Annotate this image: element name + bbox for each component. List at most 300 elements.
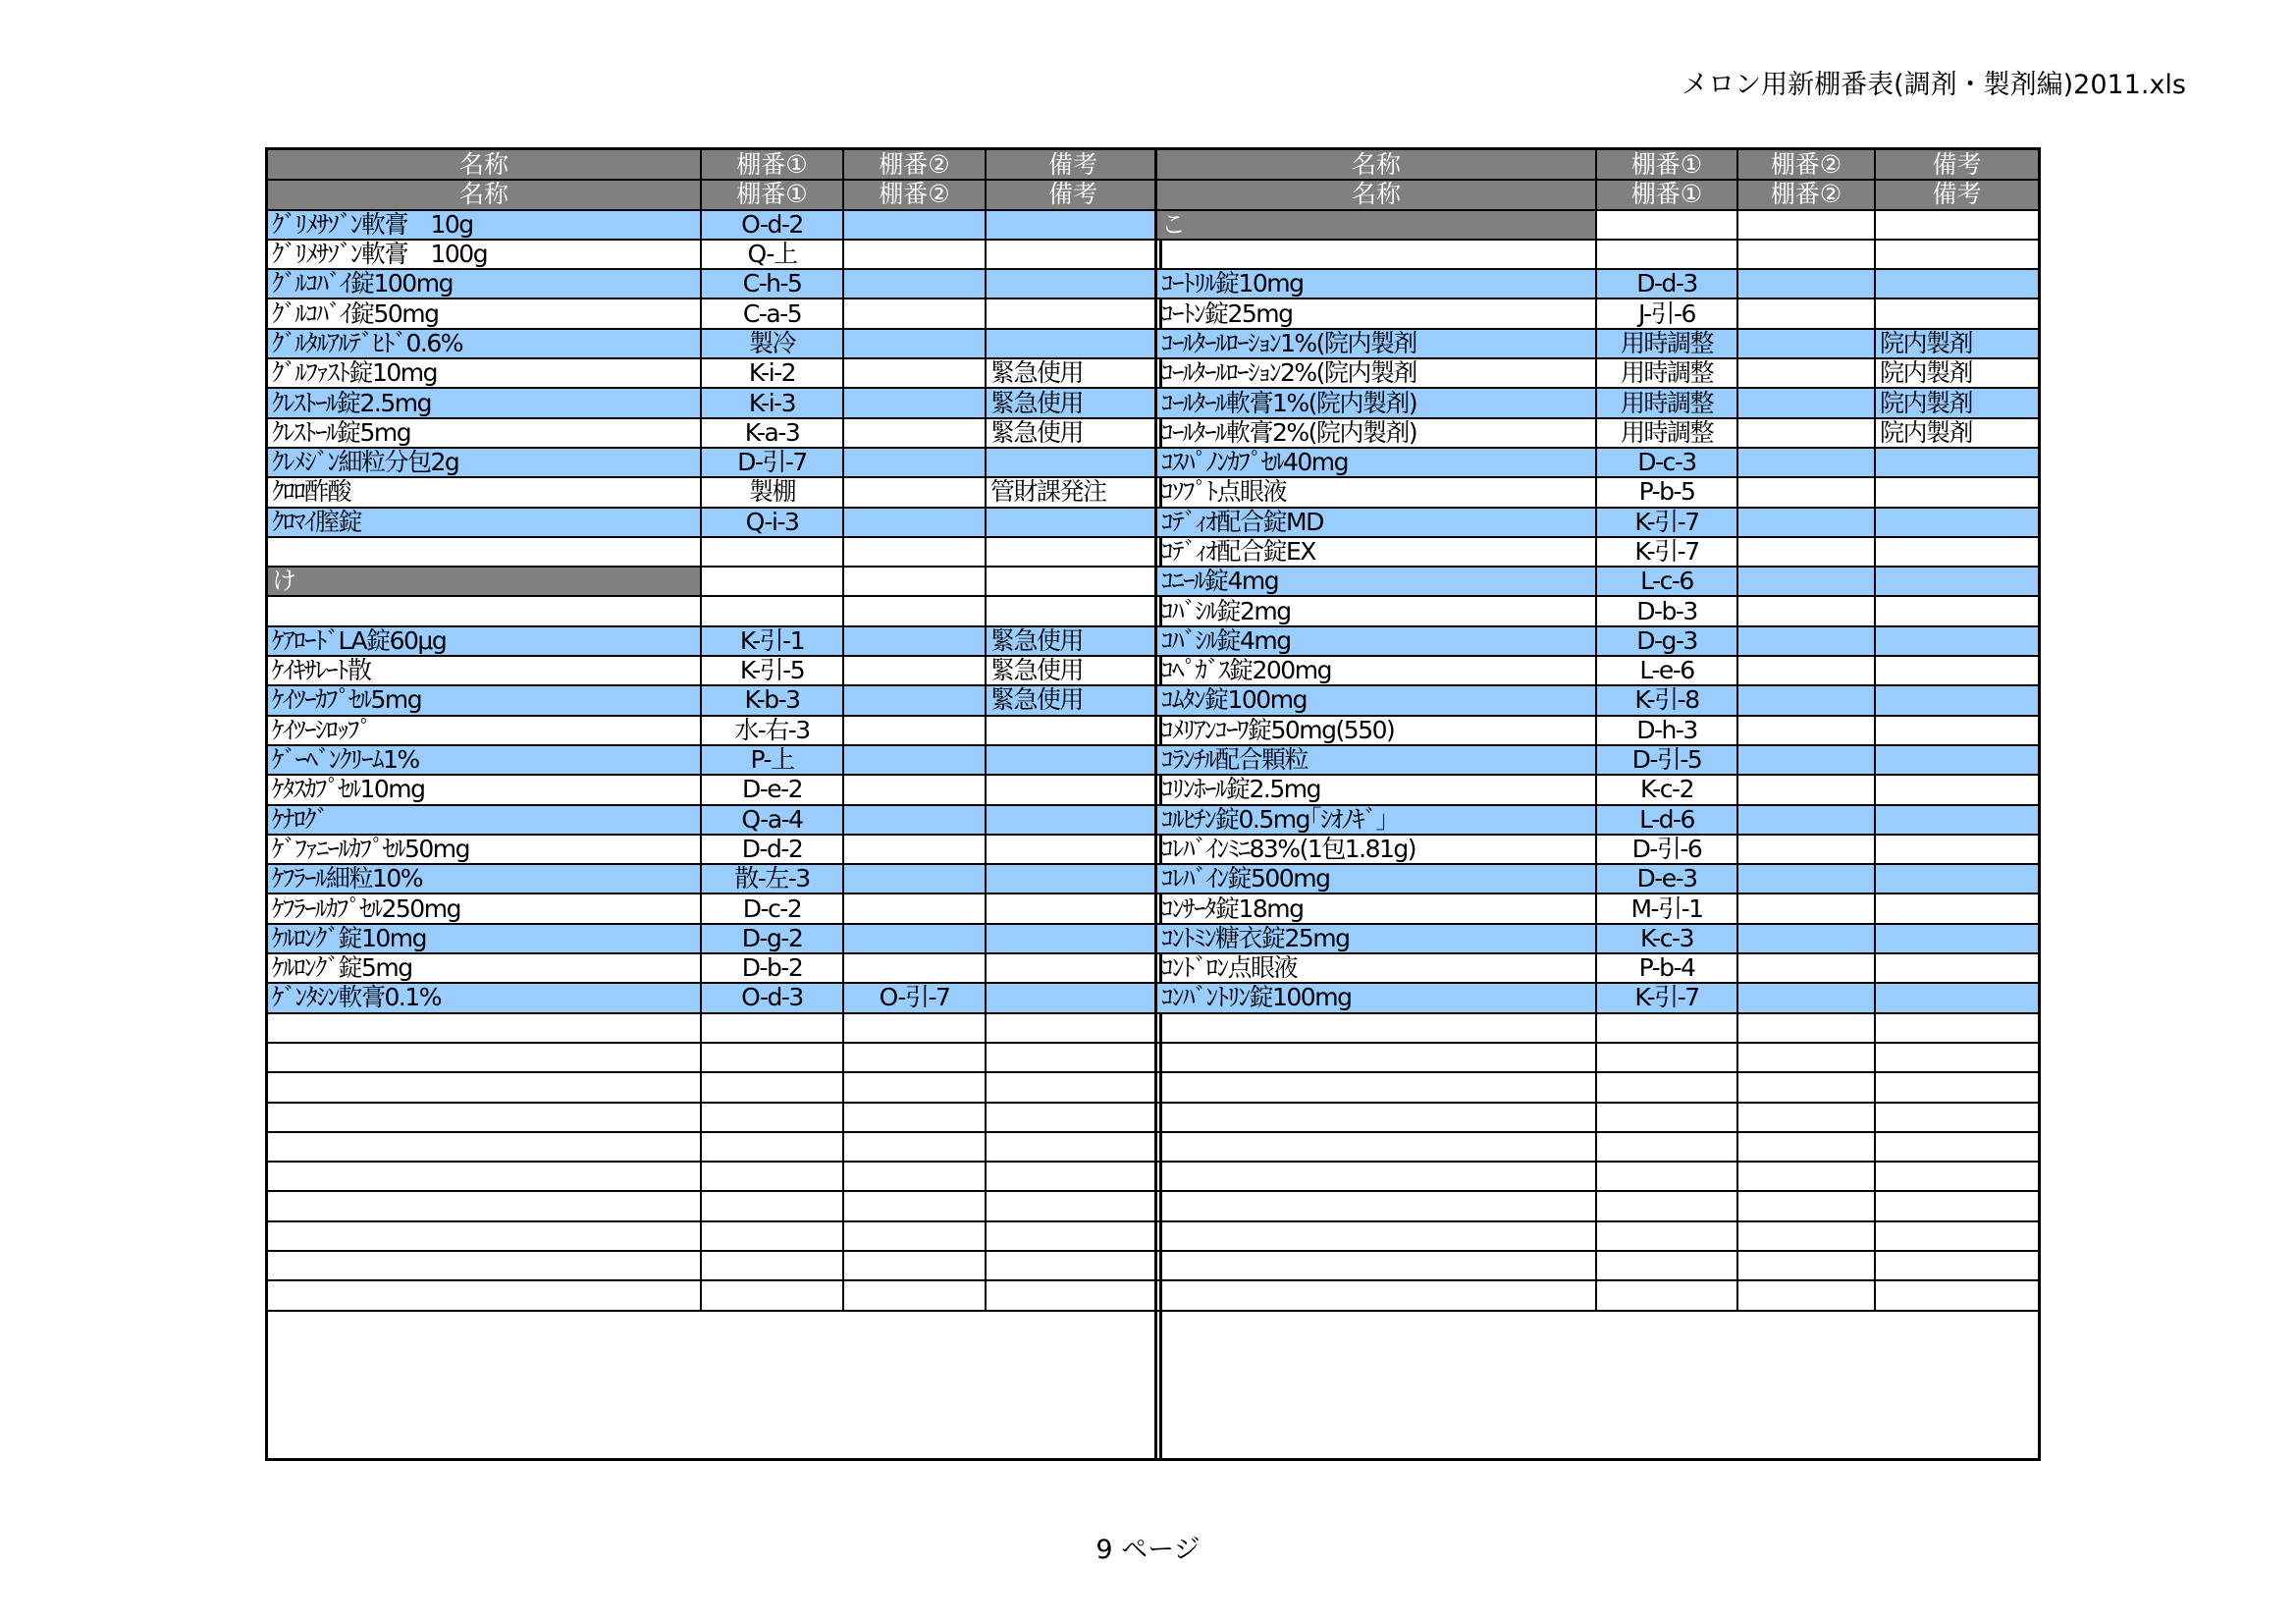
empty-cell (1596, 1251, 1737, 1280)
name-cell: ｹﾅﾛｸﾞ (268, 805, 701, 835)
empty-row (1157, 1191, 2038, 1220)
empty-cell (1596, 1103, 1737, 1132)
shelf2-cell (1737, 269, 1875, 298)
empty-cell (1596, 1013, 1737, 1043)
empty-cell (1875, 1251, 2038, 1280)
empty-cell (701, 1103, 843, 1132)
empty-cell (1737, 1072, 1875, 1102)
empty-cell (1737, 1043, 1875, 1072)
empty-row (268, 1103, 1159, 1132)
shelf1-cell: 用時調整 (1596, 418, 1737, 448)
shelf1-cell: O-d-2 (701, 210, 843, 240)
name-cell: ｺﾚﾊﾞｲﾝ錠500mg (1157, 864, 1596, 893)
table-row (268, 210, 1159, 240)
note-cell (1875, 685, 2038, 715)
note-cell (1875, 835, 2038, 864)
shelf2-cell (843, 656, 986, 685)
shelf1-cell: Q-上 (701, 240, 843, 269)
empty-cell (1596, 1162, 1737, 1191)
table-row (1157, 835, 2038, 864)
empty-cell (1875, 1132, 2038, 1162)
name-cell: ｸﾛﾛ酢酸 (268, 477, 701, 507)
note-cell (1875, 656, 2038, 685)
name-cell: ｺﾆｰﾙ錠4mg (1157, 567, 1596, 596)
note-cell (1875, 596, 2038, 625)
shelf1-cell (1596, 240, 1737, 269)
table-row (1157, 953, 2038, 983)
empty-cell (843, 1132, 986, 1162)
name-cell: ｺﾊﾞｼﾙ錠2mg (1157, 596, 1596, 625)
note-cell (986, 745, 1159, 775)
empty-cell (1737, 1013, 1875, 1043)
empty-cell (1737, 1162, 1875, 1191)
empty-row (1157, 1280, 2038, 1310)
table-row (268, 329, 1159, 358)
name-cell: ｺｿﾌﾟﾄ点眼液 (1157, 477, 1596, 507)
note-cell (1875, 626, 2038, 656)
empty-cell (1596, 1280, 1737, 1310)
shelf1-cell: K-i-2 (701, 358, 843, 388)
table-row (268, 656, 1159, 685)
empty-cell (701, 1132, 843, 1162)
shelf2-cell (1737, 893, 1875, 923)
name-cell: ｺｰﾙﾀｰﾙ軟膏2%(院内製剤) (1157, 418, 1596, 448)
shelf1-cell: C-a-5 (701, 298, 843, 328)
name-cell: ｺｰﾄﾘﾙ錠10mg (1157, 269, 1596, 298)
empty-row (1157, 1162, 2038, 1191)
name-cell: ｺﾝｻｰﾀ錠18mg (1157, 893, 1596, 923)
table-row (1157, 924, 2038, 953)
shelf2-cell (1737, 685, 1875, 715)
empty-cell (986, 1280, 1159, 1310)
table-row (268, 835, 1159, 864)
name-cell: ｺﾃﾞｨｵ配合錠MD (1157, 508, 1596, 537)
empty-cell (701, 1013, 843, 1043)
shelf1-cell: K-b-3 (701, 685, 843, 715)
table-row (1157, 537, 2038, 567)
shelf2-cell (843, 477, 986, 507)
shelf1-cell: 散-左-3 (701, 864, 843, 893)
empty-row (1157, 1013, 2038, 1043)
table-row (268, 240, 1159, 269)
empty-cell (843, 1103, 986, 1132)
shelf2-cell (843, 448, 986, 477)
shelf2-cell (843, 864, 986, 893)
shelf2-cell (843, 745, 986, 775)
note-cell (986, 298, 1159, 328)
shelf1-cell: M-引-1 (1596, 893, 1737, 923)
empty-cell (1596, 1221, 1737, 1251)
empty-cell (1737, 1191, 1875, 1220)
note-cell: 緊急使用 (986, 358, 1159, 388)
note-cell (1875, 745, 2038, 775)
shelf1-cell: D-g-2 (701, 924, 843, 953)
shelf2-cell (1737, 626, 1875, 656)
empty-cell (843, 1221, 986, 1251)
table-row (268, 685, 1159, 715)
name-cell: ｹｲｷｻﾚｰﾄ散 (268, 656, 701, 685)
note-cell: 緊急使用 (986, 656, 1159, 685)
empty-cell (986, 1162, 1159, 1191)
empty-cell (843, 1280, 986, 1310)
shelf2-cell (1737, 596, 1875, 625)
empty-cell (1875, 1280, 2038, 1310)
shelf2-cell (1737, 864, 1875, 893)
table-row (1157, 864, 2038, 893)
shelf1-cell: D-g-3 (1596, 626, 1737, 656)
shelf1-cell: D-引-6 (1596, 835, 1737, 864)
header-row (1157, 150, 2038, 180)
shelf1-cell: J-引-6 (1596, 298, 1737, 328)
empty-row (1157, 1251, 2038, 1280)
empty-cell (268, 1132, 701, 1162)
note-cell (1875, 477, 2038, 507)
name-cell: ｸﾞﾙｺﾊﾞｲ錠100mg (268, 269, 701, 298)
table-row (1157, 805, 2038, 835)
name-cell: こ (1157, 210, 1596, 240)
empty-cell (1157, 1103, 1596, 1132)
empty-cell (843, 1191, 986, 1220)
name-cell: ｸﾞﾙﾀﾙｱﾙﾃﾞﾋﾄﾞ0.6% (268, 329, 701, 358)
shelf1-cell: D-c-3 (1596, 448, 1737, 477)
shelf1-cell: 用時調整 (1596, 329, 1737, 358)
column-header: 備考 (986, 150, 1159, 180)
column-header: 棚番① (701, 180, 843, 209)
table-row (268, 477, 1159, 507)
table-row (1157, 983, 2038, 1012)
table-row (268, 626, 1159, 656)
note-cell (986, 893, 1159, 923)
column-header: 備考 (1875, 150, 2038, 180)
shelf-grid-left (268, 150, 1159, 1312)
empty-cell (1596, 1072, 1737, 1102)
table-row (1157, 329, 2038, 358)
note-cell (986, 805, 1159, 835)
shelf2-cell (1737, 210, 1875, 240)
note-cell (986, 269, 1159, 298)
shelf2-cell (843, 537, 986, 567)
note-cell: 緊急使用 (986, 685, 1159, 715)
table-row (1157, 448, 2038, 477)
shelf1-cell: K-引-5 (701, 656, 843, 685)
empty-cell (1157, 1072, 1596, 1102)
shelf1-cell (701, 537, 843, 567)
name-cell: ｹﾌﾗｰﾙ細粒10% (268, 864, 701, 893)
shelf1-cell: Q-i-3 (701, 508, 843, 537)
table-row (268, 358, 1159, 388)
shelf1-cell: P-b-5 (1596, 477, 1737, 507)
empty-cell (1157, 1013, 1596, 1043)
name-cell: ｹﾙﾛﾝｸﾞ錠10mg (268, 924, 701, 953)
name-cell: ｹｲﾂｰｶﾌﾟｾﾙ5mg (268, 685, 701, 715)
shelf-table-left (265, 147, 1162, 1461)
note-cell (1875, 775, 2038, 804)
name-cell: け (268, 567, 701, 596)
name-cell: ｸﾞﾙｺﾊﾞｲ錠50mg (268, 298, 701, 328)
shelf1-cell: D-d-2 (701, 835, 843, 864)
table-row (1157, 893, 2038, 923)
shelf2-cell (843, 567, 986, 596)
column-header: 棚番① (701, 150, 843, 180)
name-cell: ｺﾚﾊﾞｲﾝﾐﾆ83%(1包1.81g) (1157, 835, 1596, 864)
name-cell: ｹｲﾂｰｼﾛｯﾌﾟ (268, 716, 701, 745)
empty-row (1157, 1043, 2038, 1072)
table-row (1157, 477, 2038, 507)
empty-cell (843, 1013, 986, 1043)
shelf2-cell (843, 418, 986, 448)
shelf1-cell (701, 596, 843, 625)
shelf1-cell: 製棚 (701, 477, 843, 507)
shelf1-cell: D-引-5 (1596, 745, 1737, 775)
note-cell: 緊急使用 (986, 626, 1159, 656)
empty-cell (1157, 1280, 1596, 1310)
empty-cell (843, 1043, 986, 1072)
empty-cell (701, 1162, 843, 1191)
shelf1-cell: K-a-3 (701, 418, 843, 448)
column-header: 名称 (268, 150, 701, 180)
shelf2-cell (1737, 537, 1875, 567)
table-row (1157, 596, 2038, 625)
empty-cell (1157, 1251, 1596, 1280)
table-row (1157, 685, 2038, 715)
empty-cell (1157, 1191, 1596, 1220)
empty-cell (986, 1072, 1159, 1102)
note-cell (986, 240, 1159, 269)
empty-cell (1157, 1162, 1596, 1191)
name-cell: ｸﾞﾘﾒｻｿﾞﾝ軟膏 10g (268, 210, 701, 240)
table-row (268, 298, 1159, 328)
shelf2-cell (843, 508, 986, 537)
column-header: 棚番② (1737, 150, 1875, 180)
name-cell: ｹﾀｽｶﾌﾟｾﾙ10mg (268, 775, 701, 804)
shelf2-cell (1737, 508, 1875, 537)
empty-cell (1596, 1043, 1737, 1072)
shelf1-cell: D-引-7 (701, 448, 843, 477)
name-cell: ｸﾞﾙﾌｧｽﾄ錠10mg (268, 358, 701, 388)
empty-cell (843, 1072, 986, 1102)
header-row (268, 150, 1159, 180)
empty-cell (1157, 1043, 1596, 1072)
shelf2-cell: O-引-7 (843, 983, 986, 1012)
empty-cell (268, 1251, 701, 1280)
shelf2-cell (1737, 240, 1875, 269)
shelf1-cell: 製冷 (701, 329, 843, 358)
shelf1-cell: D-h-3 (1596, 716, 1737, 745)
shelf2-cell (843, 210, 986, 240)
shelf2-cell (843, 953, 986, 983)
table-row (268, 508, 1159, 537)
shelf2-cell (1737, 745, 1875, 775)
empty-row (268, 1043, 1159, 1072)
empty-cell (268, 1162, 701, 1191)
note-cell (986, 953, 1159, 983)
empty-cell (986, 1043, 1159, 1072)
empty-row (268, 1072, 1159, 1102)
shelf2-cell (1737, 567, 1875, 596)
note-cell (986, 329, 1159, 358)
shelf2-cell (843, 329, 986, 358)
empty-cell (1875, 1072, 2038, 1102)
note-cell (986, 537, 1159, 567)
name-cell: ｺﾝﾄﾞﾛﾝ点眼液 (1157, 953, 1596, 983)
note-cell (1875, 864, 2038, 893)
shelf1-cell: 水-右-3 (701, 716, 843, 745)
note-cell (986, 983, 1159, 1012)
empty-cell (1875, 1103, 2038, 1132)
name-cell: ｺﾝﾊﾞﾝﾄﾘﾝ錠100mg (1157, 983, 1596, 1012)
empty-cell (1157, 1221, 1596, 1251)
shelf2-cell (843, 685, 986, 715)
empty-cell (1737, 1221, 1875, 1251)
shelf2-cell (843, 893, 986, 923)
shelf2-cell (1737, 983, 1875, 1012)
empty-cell (701, 1280, 843, 1310)
column-header: 棚番① (1596, 180, 1737, 209)
name-cell: ｺｰﾙﾀｰﾙﾛｰｼｮﾝ1%(院内製剤 (1157, 329, 1596, 358)
shelf1-cell: K-c-2 (1596, 775, 1737, 804)
shelf1-cell: D-c-2 (701, 893, 843, 923)
note-cell (986, 924, 1159, 953)
shelf-table-right (1154, 147, 2041, 1461)
column-header: 棚番② (843, 180, 986, 209)
column-header: 棚番② (1737, 180, 1875, 209)
shelf1-cell: K-引-1 (701, 626, 843, 656)
empty-cell (268, 1043, 701, 1072)
empty-cell (986, 1221, 1159, 1251)
table-row (268, 537, 1159, 567)
table-row (1157, 716, 2038, 745)
note-cell (1875, 508, 2038, 537)
empty-cell (1875, 1221, 2038, 1251)
shelf1-cell: K-i-3 (701, 388, 843, 417)
note-cell: 緊急使用 (986, 418, 1159, 448)
name-cell: ｺﾙﾋﾁﾝ錠0.5mg｢ｼｵﾉｷﾞ｣ (1157, 805, 1596, 835)
note-cell (1875, 805, 2038, 835)
name-cell: ｺﾊﾞｼﾙ錠4mg (1157, 626, 1596, 656)
note-cell (986, 716, 1159, 745)
name-cell: ｺﾗﾝﾁﾙ配合顆粒 (1157, 745, 1596, 775)
table-row (1157, 358, 2038, 388)
shelf2-cell (1737, 418, 1875, 448)
shelf1-cell: L-e-6 (1596, 656, 1737, 685)
empty-cell (268, 1221, 701, 1251)
shelf1-cell (701, 567, 843, 596)
name-cell: ｺﾑﾀﾝ錠100mg (1157, 685, 1596, 715)
shelf2-cell (843, 388, 986, 417)
empty-cell (1596, 1191, 1737, 1220)
note-cell (1875, 537, 2038, 567)
shelf2-cell (1737, 477, 1875, 507)
shelf2-cell (843, 805, 986, 835)
name-cell: ｸﾞﾘﾒｻｿﾞﾝ軟膏 100g (268, 240, 701, 269)
table-row (268, 924, 1159, 953)
shelf1-cell: K-引-7 (1596, 983, 1737, 1012)
table-row (268, 983, 1159, 1012)
table-row (268, 893, 1159, 923)
name-cell: ｹﾞﾝﾀｼﾝ軟膏0.1% (268, 983, 701, 1012)
note-cell (986, 596, 1159, 625)
note-cell (986, 864, 1159, 893)
name-cell: ｸﾚｽﾄｰﾙ錠2.5mg (268, 388, 701, 417)
shelf2-cell (843, 269, 986, 298)
empty-row (268, 1251, 1159, 1280)
table-row (268, 775, 1159, 804)
table-row (1157, 298, 2038, 328)
shelf1-cell: O-d-3 (701, 983, 843, 1012)
table-row (268, 596, 1159, 625)
shelf2-cell (1737, 298, 1875, 328)
shelf2-cell (843, 596, 986, 625)
empty-cell (1737, 1132, 1875, 1162)
name-cell (1157, 240, 1596, 269)
note-cell (986, 508, 1159, 537)
note-cell (1875, 210, 2038, 240)
note-cell (1875, 924, 2038, 953)
empty-cell (268, 1191, 701, 1220)
name-cell (268, 537, 701, 567)
shelf1-cell: P-上 (701, 745, 843, 775)
table-row (268, 745, 1159, 775)
section-row (1157, 210, 2038, 240)
table-row (1157, 626, 2038, 656)
name-cell: ｸﾛﾏｲ膣錠 (268, 508, 701, 537)
shelf2-cell (843, 775, 986, 804)
column-header: 棚番② (843, 150, 986, 180)
note-cell: 管財課発注 (986, 477, 1159, 507)
table-row (1157, 745, 2038, 775)
column-header: 名称 (1157, 180, 1596, 209)
shelf2-cell (1737, 924, 1875, 953)
empty-cell (986, 1132, 1159, 1162)
shelf2-cell (1737, 329, 1875, 358)
empty-cell (1875, 1043, 2038, 1072)
section-row (268, 567, 1159, 596)
name-cell: ｺﾘﾝﾎｰﾙ錠2.5mg (1157, 775, 1596, 804)
empty-row (268, 1132, 1159, 1162)
empty-cell (701, 1191, 843, 1220)
shelf1-cell: K-引-7 (1596, 508, 1737, 537)
empty-cell (1596, 1132, 1737, 1162)
empty-row (1157, 1221, 2038, 1251)
shelf2-cell (843, 358, 986, 388)
shelf1-cell: L-c-6 (1596, 567, 1737, 596)
shelf2-cell (843, 240, 986, 269)
table-row (1157, 775, 2038, 804)
table-row (268, 269, 1159, 298)
table-row (1157, 656, 2038, 685)
table-row (268, 805, 1159, 835)
empty-row (268, 1221, 1159, 1251)
shelf1-cell: K-引-8 (1596, 685, 1737, 715)
empty-cell (701, 1072, 843, 1102)
note-cell (986, 210, 1159, 240)
empty-cell (843, 1162, 986, 1191)
name-cell: ｺｰﾙﾀｰﾙﾛｰｼｮﾝ2%(院内製剤 (1157, 358, 1596, 388)
shelf1-cell: K-c-3 (1596, 924, 1737, 953)
header-row (268, 180, 1159, 209)
shelf1-cell: P-b-4 (1596, 953, 1737, 983)
shelf2-cell (843, 298, 986, 328)
shelf2-cell (1737, 805, 1875, 835)
empty-cell (701, 1043, 843, 1072)
table-row (1157, 269, 2038, 298)
table-row (268, 953, 1159, 983)
table-row (268, 716, 1159, 745)
table-row (268, 448, 1159, 477)
shelf1-cell (1596, 210, 1737, 240)
shelf2-cell (1737, 656, 1875, 685)
empty-row (1157, 1103, 2038, 1132)
